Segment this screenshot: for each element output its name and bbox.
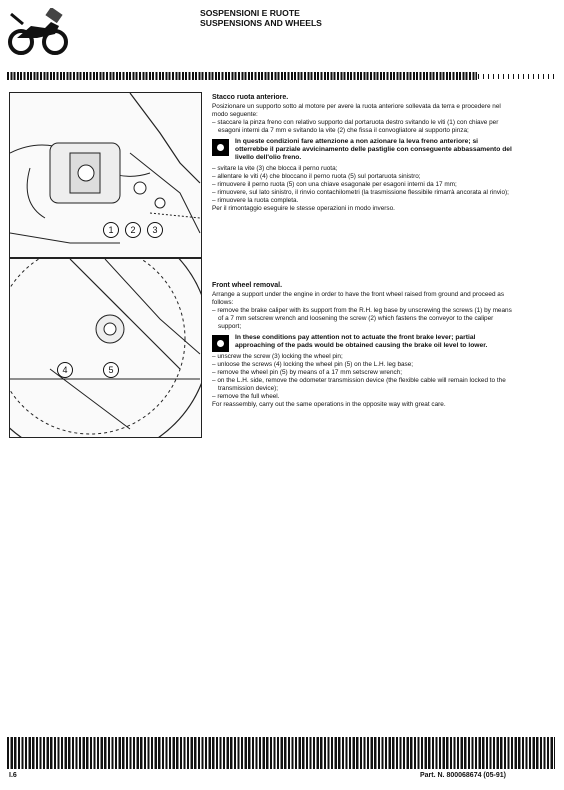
list-item: – remove the brake caliper with its support from the R.H. leg base by unscrewing the screws (1) by means of a 7 mm setscrew wrench and loosening the screw (2) which fastens the conveyor to the caliper support; (212, 307, 512, 331)
english-warning-text: In these conditions pay attention not to actuate the front brake lever; partial approaching of the pads would be obtained causing the brake oil level to lower. (235, 334, 488, 349)
list-item: – on the L.H. side, remove the odometer transmission device (the flexible cable will remain locked to the transmission device); (212, 377, 512, 393)
english-warning (212, 334, 512, 350)
english-steps-2 (212, 353, 512, 401)
front-wheel-drawing (10, 259, 201, 437)
list-item: – unloose the screws (4) locking the wheel pin (5) on the L.H. leg base; (212, 361, 512, 369)
italian-reassembly: Per il rimontaggio eseguire le stesse operazioni in modo inverso. (212, 205, 395, 212)
title-italian: SOSPENSIONI E RUOTE (200, 8, 300, 18)
warning-icon (212, 139, 229, 156)
motorcycle-logo-icon (7, 8, 69, 58)
english-reassembly: For reassembly, carry out the same operations in the opposite way with great care. (212, 401, 446, 408)
section-title (200, 8, 322, 28)
list-item: – staccare la pinza freno con relativo supporto dal portaruota destro svitando le viti (1) con chiave per esagoni interni da 7 mm e svitando la vite (2) che fissa il convogliatore al supporto pinza; (212, 119, 512, 135)
title-english: SUSPENSIONS AND WHEELS (200, 18, 322, 28)
list-item: – rimuovere, sul lato sinistro, il rinvio contachilometri (la trasmissione flessibile rimarrà ancorata al rinvio); (212, 189, 512, 197)
warning-icon (212, 335, 229, 352)
italian-warning-text: In queste condizioni fare attenzione a non azionare la leva freno anteriore; si otterrebbe il parziale avvicinamento delle pastiglie con conseguente abbassamento del livello dell'olio freno. (235, 138, 512, 161)
part-number: Part. N. 800068674 (05-91) (420, 772, 506, 779)
bottom-barcode-rule (7, 737, 555, 769)
callout-1: 1 (103, 222, 119, 238)
callout-4: 4 (57, 362, 73, 378)
list-item: – rimuovere la ruota completa. (212, 197, 512, 205)
page-number: I.6 (9, 772, 17, 779)
top-barcode-rule (7, 72, 555, 80)
list-item: – allentare le viti (4) che bloccano il perno ruota (5) sul portaruota sinistro; (212, 173, 512, 181)
italian-steps-2 (212, 165, 512, 205)
callout-3: 3 (147, 222, 163, 238)
list-item: – svitare la vite (3) che blocca il perno ruota; (212, 165, 512, 173)
front-wheel-illustration (9, 258, 202, 438)
english-steps-1 (212, 307, 512, 331)
list-item: – rimuovere il perno ruota (5) con una chiave esagonale per esagoni interni da 17 mm; (212, 181, 512, 189)
italian-section (212, 94, 512, 213)
english-heading: Front wheel removal. (212, 282, 283, 289)
italian-intro: Posizionare un supporto sotto al motore per avere la ruota anteriore sollevata da terra e procedere nel modo seguente: (212, 103, 501, 118)
top-barcode-rule-tail (478, 74, 555, 79)
list-item: – remove the full wheel. (212, 393, 512, 401)
italian-steps-1 (212, 119, 512, 135)
english-intro: Arrange a support under the engine in order to have the front wheel raised from ground and proceed as follows: (212, 291, 505, 306)
callout-2: 2 (125, 222, 141, 238)
english-section (212, 282, 512, 409)
list-item: – unscrew the screw (3) locking the wheel pin; (212, 353, 512, 361)
list-item: – remove the wheel pin (5) by means of a 17 mm setscrew wrench; (212, 369, 512, 377)
callout-5: 5 (103, 362, 119, 378)
brake-caliper-illustration (9, 92, 202, 258)
italian-heading: Stacco ruota anteriore. (212, 94, 289, 101)
italian-warning (212, 138, 512, 162)
